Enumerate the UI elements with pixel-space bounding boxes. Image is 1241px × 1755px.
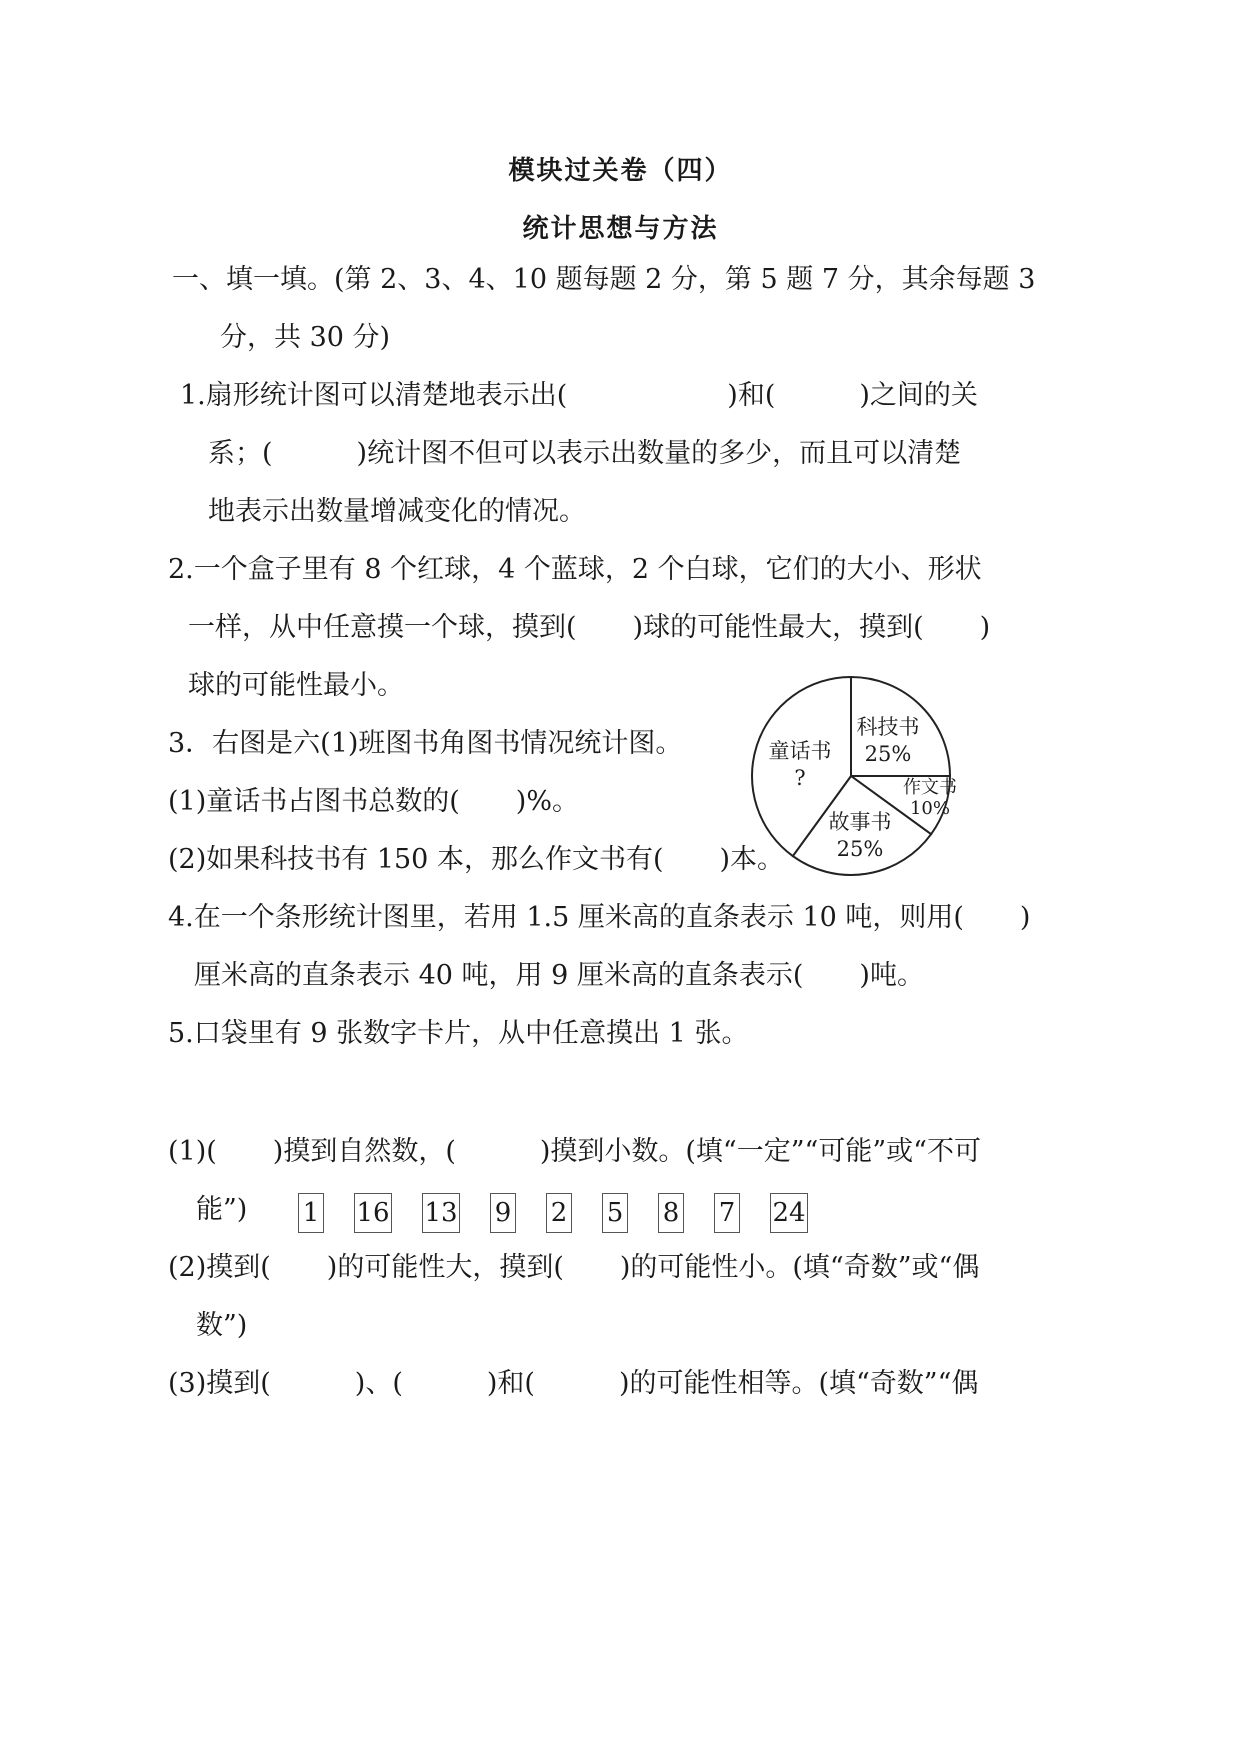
q5-text-b: )摸到自然数，( [272,1136,456,1167]
number-card: 8 [658,1193,684,1233]
q4-text-b: ) [1019,902,1031,933]
question-5-sub3-line1 [168,1366,978,1402]
question-4-line1 [168,900,1030,936]
question-2-line2 [188,610,990,646]
q5-text-g: )、( [354,1368,403,1399]
question-5-sub2-line2: 数”) [196,1310,248,1341]
number-card: 13 [422,1193,460,1233]
page-subtitle: 统计思想与方法 [522,214,719,244]
question-3-line1: 3．右图是六(1)班图书角图书情况统计图。 [168,728,683,759]
number-card: 16 [354,1193,392,1233]
q5-text-i: )的可能性相等。(填“奇数”“偶 [618,1368,979,1399]
q4-text-a: 4.在一个条形统计图里，若用 1.5 厘米高的直条表示 10 吨，则用( [168,902,964,933]
q1-text-e: )统计图不但可以表示出数量的多少，而且可以清楚 [356,438,962,469]
q1-text-a: 1.扇形统计图可以清楚地表示出( [180,380,568,411]
q4-text-c: 厘米高的直条表示 40 吨，用 9 厘米高的直条表示( [194,960,804,991]
q3-text-a: (1)童话书占图书总数的( [168,786,460,817]
question-4-line2 [194,958,924,994]
number-card: 1 [298,1193,324,1233]
q5-text-e2: )的可能性小。(填“奇数”或“偶 [619,1252,980,1283]
q1-text-b: )和( [727,380,776,411]
pie-slice-label: 故事书 [828,810,892,834]
q1-text-d: 系；( [208,438,273,469]
question-5-sub1-line1 [168,1134,981,1170]
pie-slice-value: 25% [864,742,912,766]
q2-text-b: )球的可能性最大，摸到( [632,612,924,643]
question-2-line1: 2.一个盒子里有 8 个红球，4 个蓝球，2 个白球，它们的大小、形状 [168,554,982,585]
pie-slice-value: 25% [836,837,884,861]
number-card: 9 [490,1193,516,1233]
pie-slice-label: 作文书 [903,777,957,798]
question-3-sub2 [168,842,784,878]
q4-text-d: )吨。 [859,960,924,991]
q5-text-a: (1)( [168,1136,217,1167]
q3-text-b: )%。 [515,786,579,817]
question-5-sub2-line1 [168,1250,979,1286]
q5-text-h: )和( [486,1368,535,1399]
question-5-line1: 5.口袋里有 9 张数字卡片，从中任意摸出 1 张。 [168,1018,749,1049]
book-pie-chart [748,672,958,882]
pie-slice-value: ? [794,766,806,790]
q5-text-c: )摸到小数。(填“一定”“可能”或“不可 [539,1136,981,1167]
question-1-line1 [180,378,978,414]
pie-slice-value: 10% [909,798,951,819]
q3-text-d: )本。 [719,844,785,875]
number-card: 2 [546,1193,572,1233]
pie-slice-label: 童话书 [768,739,832,763]
q2-text-c: ) [979,612,991,643]
question-1-line3: 地表示出数量增减变化的情况。 [208,496,586,527]
section-heading-line2: 分，共 30 分) [220,322,391,353]
question-2-line3: 球的可能性最小。 [188,670,404,701]
number-card: 24 [770,1193,808,1233]
number-card: 5 [602,1193,628,1233]
q5-text-c2: (2)摸到( [168,1252,271,1283]
question-5-sub1-line2: 能”) [196,1194,248,1225]
q3-text-c: (2)如果科技书有 150 本，那么作文书有( [168,844,664,875]
question-3-sub1 [168,784,579,820]
q1-text-c: )之间的关 [859,380,978,411]
section-heading-line1: 一、填一填。(第 2、3、4、10 题每题 2 分，第 5 题 7 分，其余每题 3 [172,264,1036,295]
pie-slice-label: 科技书 [856,715,920,739]
q5-text-f: (3)摸到( [168,1368,271,1399]
q2-text-a: 一样，从中任意摸一个球，摸到( [188,612,577,643]
number-card: 7 [714,1193,740,1233]
page-title: 模块过关卷（四） [508,156,733,186]
q5-text-d2: )的可能性大，摸到( [326,1252,564,1283]
question-1-line2 [208,436,961,472]
